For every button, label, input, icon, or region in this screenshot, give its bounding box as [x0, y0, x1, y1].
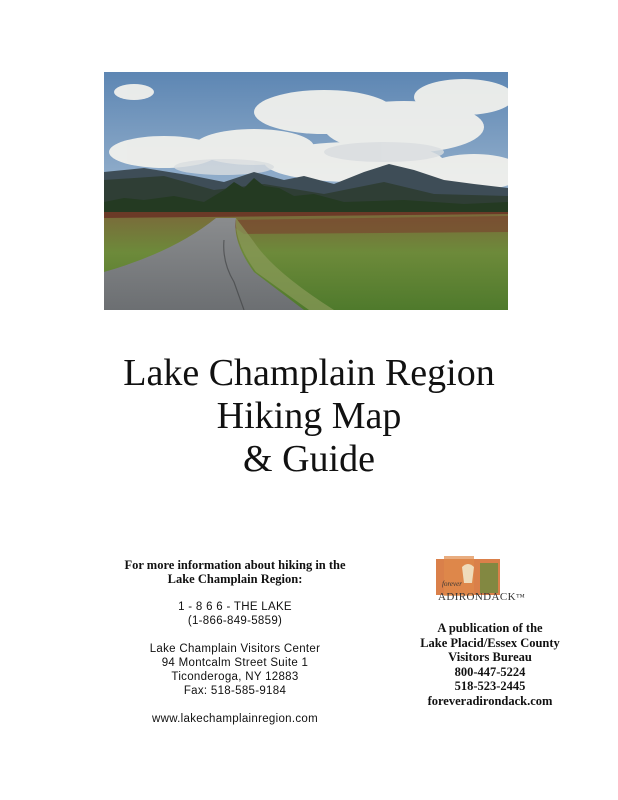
logo-forever-text: forever [442, 580, 462, 588]
publisher-line-1: A publication of the [437, 621, 543, 635]
publisher-line-3: Visitors Bureau [448, 650, 532, 664]
publisher-phone-1: 800-447-5224 [454, 664, 526, 679]
cover-photo [104, 72, 508, 310]
landscape-photo-road-mountains [104, 72, 508, 310]
publisher-website[interactable]: foreveradirondack.com [427, 693, 553, 708]
forever-adirondack-logo [432, 553, 524, 611]
address-line-1: 94 Montcalm Street Suite 1 [161, 657, 309, 669]
document-title [0, 352, 618, 481]
intro-line-2: Lake Champlain Region: [167, 572, 303, 586]
intro-line-1: For more information about hiking in the [124, 558, 346, 572]
title-line-2: Hiking Map [216, 395, 402, 437]
website-link[interactable]: www.lakechamplainregion.com [152, 713, 318, 725]
phone-vanity: 1 - 8 6 6 - THE LAKE [178, 601, 292, 613]
publisher-info-block [392, 621, 588, 708]
publisher-phone-2: 518-523-2445 [454, 679, 526, 693]
visitors-center-name: Lake Champlain Visitors Center [149, 643, 321, 655]
logo-brand-text: ADIRONDACK™ [438, 591, 526, 603]
fax-number: Fax: 518-585-9184 [183, 685, 287, 697]
title-line-3: & Guide [243, 438, 375, 480]
title-line-1: Lake Champlain Region [123, 352, 495, 394]
address-line-2: Ticonderoga, NY 12883 [171, 671, 299, 683]
contact-info-block [96, 558, 374, 726]
phone-numeric: (1-866-849-5859) [187, 615, 283, 627]
publisher-line-2: Lake Placid/Essex County [420, 635, 560, 650]
